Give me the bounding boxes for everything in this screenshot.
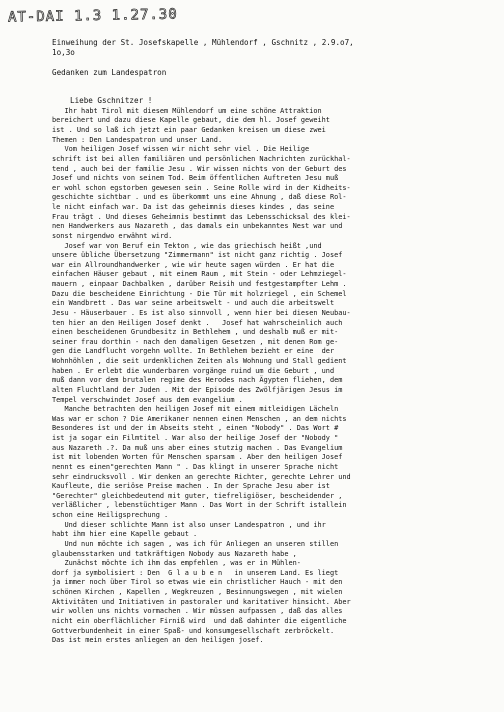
text-line: Wohnhöhlen , die seit urdenklichen Zeiten als Wohnung und Stall gedient: [52, 357, 347, 366]
text-line: ten hier an den Heiligen Josef denkt . Josef hat wahrscheinlich auch: [52, 318, 343, 327]
text-line: Vom heiligen Josef wissen wir nicht sehr viel . Die Heilige: [52, 145, 310, 154]
text-line: Kaufleute, die seriöse Preise machen . In der Sprache Jesu aber ist: [52, 482, 330, 491]
text-line: ist . Und so laß ich jetzt ein paar Gedanken kreisen um diese zwei: [52, 126, 326, 135]
text-line: Dazu die bescheidene Einrichtung - Die Tür mit holzriegel , ein Schemel: [52, 289, 347, 298]
text-line: Frau trägt . Und dieses Geheimnis bestimmt das Lebensschicksal des klei-: [52, 212, 351, 221]
text-line: Und dieser schlichte Mann ist also unser Landespatron , und ihr: [52, 520, 326, 529]
text-line: wir wollen uns nichts vormachen . Wir müssen aufpassen , daß das alles: [52, 607, 343, 616]
document-header: [52, 38, 482, 59]
text-line: ist mit lobenden Worten für Menschen sparsam . Aber den heiligen Josef: [52, 453, 343, 462]
text-line: ja immer noch über Tirol so etwas wie ein christlicher Hauch - mit den: [52, 578, 343, 587]
text-line: glaubensstarken und tatkräftigen Nobody aus Nazareth habe ,: [52, 549, 297, 558]
text-line: Zunächst möchte ich ihm das empfehlen , was er in Mühlen-: [52, 559, 301, 568]
document-subtitle: Gedanken zum Landespatron: [52, 67, 167, 77]
text-line: verläßlicher , lebenstüchtiger Mann . Das Wort in der Schrift istallein: [52, 501, 347, 510]
text-line: Was war er schon ? Die Amerikaner nennen einen Menschen , an dem nichts: [52, 414, 347, 423]
text-line: schönen Kirchen , Kapellen , Wegkreuzen , Besinnungswegen , mit wielen: [52, 588, 343, 597]
text-line: nicht ein oberflächlicher Firniß wird und daß dahinter die eigentliche: [52, 616, 347, 625]
text-line: Das ist mein erstes anliegen an den heiligen josef.: [52, 636, 264, 645]
text-line: Josef war von Beruf ein Tekton , wie das griechisch heißt ,und: [52, 241, 322, 250]
text-line: sehr eindrucksvoll . Wir denken an gerechte Richter, gerechte Lehrer und: [52, 472, 351, 481]
text-line: Manche betrachten den heiligen Josef mit einem mitleidigen Lächeln: [52, 405, 339, 414]
text-line: Aktivitäten und Initiativen in pastoraler und karitativer hinsicht. Aber: [52, 597, 351, 606]
salutation: Liebe Gschnitzer !: [70, 95, 153, 105]
text-line: Ihr habt Tirol mit diesem Mühlendorf um eine schöne Attraktion: [52, 106, 322, 115]
text-line: einfachen Häuser gebaut , mit einem Raum , mit Stein - oder Lehmziegel-: [52, 270, 347, 279]
body-text: [52, 107, 482, 646]
text-line: Jesu - Häuserbauer . Es ist also sinnvoll , wenn hier bei diesen Neubau-: [52, 308, 351, 317]
text-line: Besonderes ist und der im Abseits steht , einen "Nobody" . Das Wort #: [52, 424, 339, 433]
text-line: sonst nirgendwo erwähnt wird.: [52, 231, 173, 240]
header-line-1: Einweihung der St. Josefskapelle , Mühlendorf , Gschnitz , 2.9.o7,: [52, 38, 354, 47]
text-line: Tempel verschwindet Josef aus dem evangelium .: [52, 395, 243, 404]
text-line: er wohl schon egstorben gewesen sein . Seine Rolle wird in der Kidheits-: [52, 183, 351, 192]
header-line-2: 1o,3o: [52, 48, 75, 58]
text-line: nennt es einen"gerechten Mann " . Das klingt in unserer Sprache nicht: [52, 462, 339, 471]
text-line: alten Fluchtland der Juden . Mit der Episode des Zwölfjärigen Jesus im: [52, 385, 343, 394]
text-line: le nicht einfach war. Da ist das geheimnis dieses kindes , das seine: [52, 203, 335, 212]
text-line: haben . Er erlebt die wunderbaren vorgänge ruind um die Geburt , und: [52, 366, 335, 375]
text-line: mauern , einpaar Dachbalken , darüber Reisih und festgestampfter Lehm .: [52, 280, 347, 289]
text-line: habt ihm hier eine Kapelle gebaut .: [52, 530, 198, 539]
text-line: tend , auch bei der familie Jesu . Wir wissen nichts von der Geburt des: [52, 164, 347, 173]
text-line: aus Nazareth .?. Da muß uns aber eines stutzig machen . Das Evangelium: [52, 443, 343, 452]
text-line: seiner frau dorthin - nach den damaligen Gesetzen , mit denen Rom ge-: [52, 337, 339, 346]
text-line: muß dann vor dem brutalen regime des Herodes nach Ägypten fliehen, dem: [52, 376, 343, 385]
text-line: einen bescheidenen Grundbesitz in Bethlehem , und deshalb muß er mit-: [52, 328, 339, 337]
text-line: Gottverbundenheit in einer Spaß- und konsumgesellschaft zerbröckelt.: [52, 626, 335, 635]
text-line: Josef und nichts von seinem Tod. Beim öffentlichen Auftreten Jesu muß: [52, 174, 339, 183]
text-line: ein Wandbrett . Das war seine arbeitswelt - und auch die arbeitswelt: [52, 299, 335, 308]
text-line: ist ja sogar ein Filmtitel . War also der heilige Josef der "Nobody ": [52, 434, 339, 443]
text-line: bereichert und dazu diese Kapelle gebaut, die dem hl. Josef geweiht: [52, 116, 330, 125]
text-line: "Gerechter" gleichbedeutend mit guter, tiefreligiöser, bescheidender ,: [52, 491, 343, 500]
text-line: unsere übliche Übersetzung "Zimmermann" ist nicht ganz richtig . Josef: [52, 251, 343, 260]
text-line: Und nun möchte ich sagen , was ich für Anliegen an unseren stillen: [52, 539, 339, 548]
archive-stamp: AT-DAI 1.3 1.27.30: [7, 6, 178, 26]
text-line: geschichte sichtbar . und es überkommt uns eine Ahnung , daß diese Rol-: [52, 193, 347, 202]
text-line: schrift ist bei allen familiären und persönlichen Nachrichten zurückhal-: [52, 154, 351, 163]
text-line: Themen : Den Landespatron und unser Land.: [52, 135, 223, 144]
text-line: dorf ja symbolisiert : Den G l a u b e n in unserem Land. Es liegt: [52, 568, 339, 577]
text-line: nen Handwerkers aus Nazareth , das damals ein unbekanntes Nest war und: [52, 222, 343, 231]
text-line: gen die Landflucht vorgehn wollte. In Bethlehem bezieht er eine der: [52, 347, 335, 356]
text-line: schon eine Heiligsprechung .: [52, 511, 169, 520]
text-line: war ein Allroundhandwerker , wie wir heute sagen würden . Er hat die: [52, 260, 335, 269]
